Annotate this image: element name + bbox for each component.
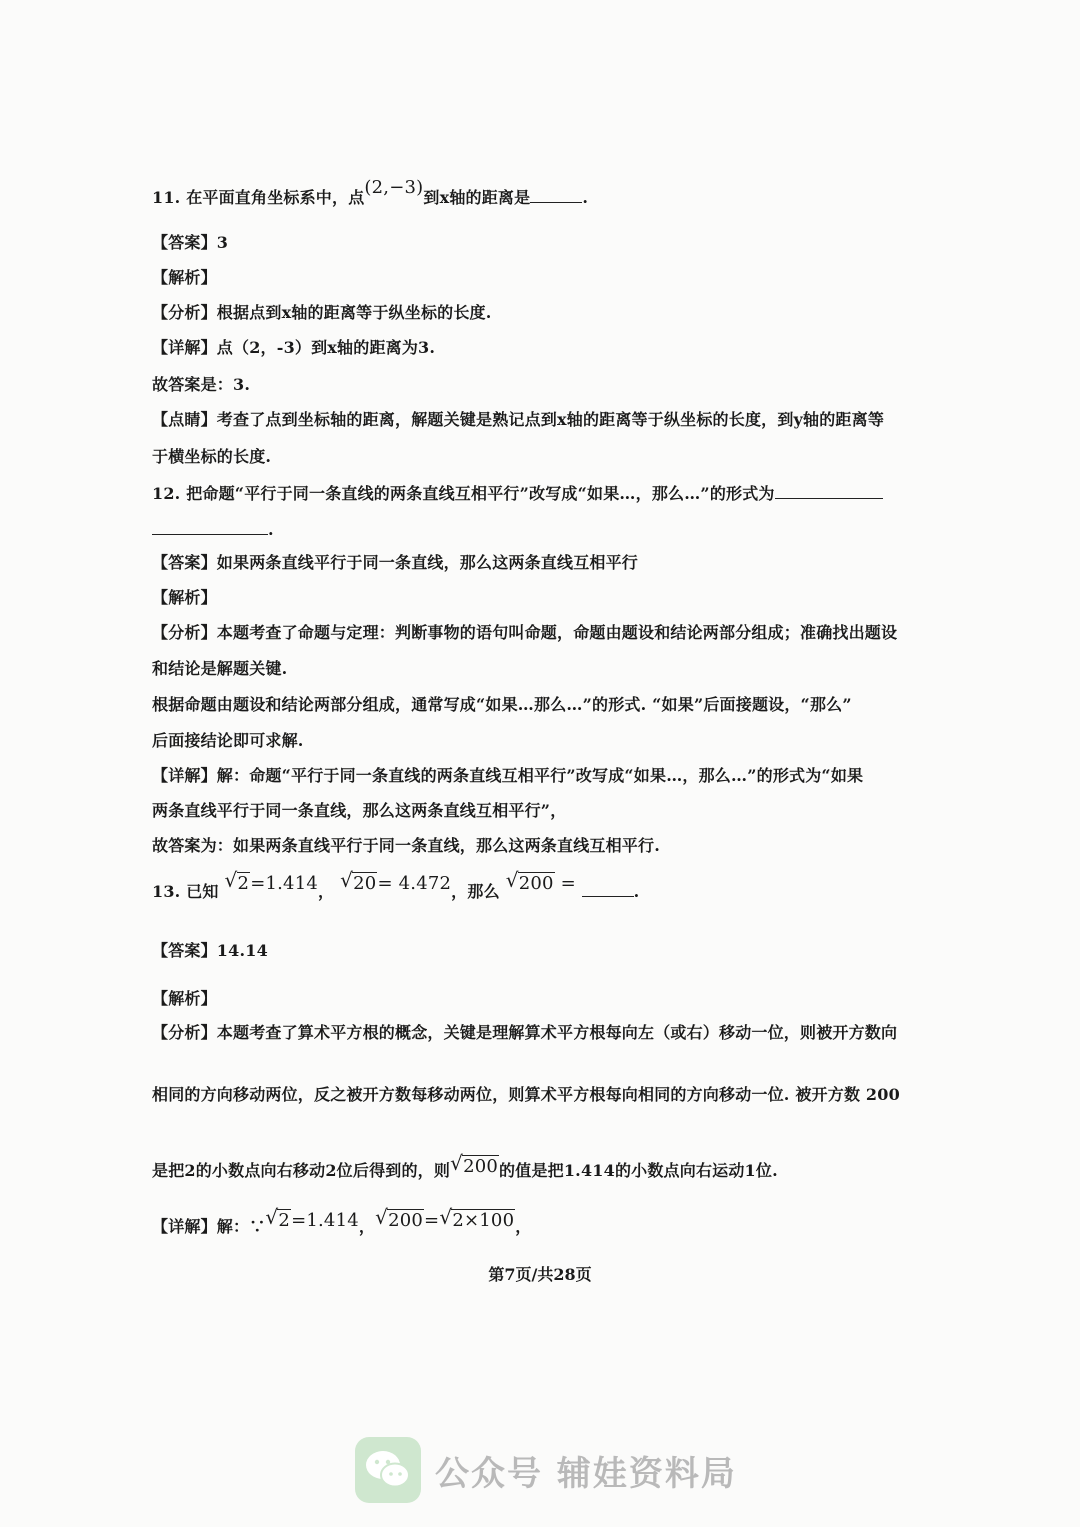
q11-point: (2,−3) bbox=[364, 177, 424, 198]
q12-fenxi-3: 根据命题由题设和结论两部分组成，通常写成“如果…那么…”的形式. “如果”后面接题设，“那么” bbox=[152, 695, 852, 714]
q12-xiangjie-1: 【详解】解：命题“平行于同一条直线的两条直线互相平行”改写成“如果…，那么…”的形式为“如果 bbox=[152, 766, 864, 785]
q12-fenxi-1: 【分析】本题考查了命题与定理：判断事物的语句叫命题，命题由题设和结论两部分组成；准确找出题设 bbox=[152, 623, 898, 642]
q12-guda: 故答案为：如果两条直线平行于同一条直线，那么这两条直线互相平行. bbox=[152, 836, 660, 855]
q11-guda: 故答案是：3. bbox=[152, 375, 251, 394]
q11-fenxi: 【分析】根据点到x轴的距离等于纵坐标的长度. bbox=[152, 303, 492, 322]
q13-fenxi-1: 【分析】本题考查了算术平方根的概念，关键是理解算术平方根每向左（或右）移动一位，则被开方数向 bbox=[152, 1023, 898, 1042]
q12-xiangjie-2: 两条直线平行于同一条直线，那么这两条直线互相平行”， bbox=[152, 801, 567, 820]
q12-fenxi-2: 和结论是解题关键. bbox=[152, 659, 288, 678]
q12-fenxi-4: 后面接结论即可求解. bbox=[152, 731, 304, 750]
watermark-text: 公众号 辅娃资料局 bbox=[435, 1453, 737, 1494]
q13-jiexi: 【解析】 bbox=[152, 989, 217, 1008]
sqrt-200: √ 200 bbox=[505, 868, 554, 894]
watermark bbox=[355, 1437, 737, 1503]
q13-answer: 【答案】14.14 bbox=[152, 941, 268, 960]
q13-xiangjie: 【详解】解：∵ √ 2=1.414， √ 200= √ 2×100， bbox=[152, 1205, 532, 1236]
sqrt-2: √ 2 bbox=[224, 868, 250, 894]
sqrt-200-c: √ 200 bbox=[375, 1205, 424, 1231]
q12-answer: 【答案】如果两条直线平行于同一条直线，那么这两条直线互相平行 bbox=[152, 553, 639, 572]
sqrt-2x100: √ 2×100 bbox=[439, 1205, 515, 1231]
q11-stem: 11. 在平面直角坐标系中，点(2,−3)到x轴的距离是 . bbox=[152, 177, 589, 207]
q11-blank bbox=[530, 186, 582, 203]
q13-blank bbox=[582, 880, 634, 897]
sqrt-2-b: √ 2 bbox=[265, 1205, 291, 1231]
q13-stem: 13. 已知 √ 2=1.414， √ 20= 4.472，那么 √ 200 = . bbox=[152, 868, 640, 901]
q11-dianjing-2: 于横坐标的长度. bbox=[152, 447, 272, 466]
q11-answer: 【答案】3 bbox=[152, 233, 229, 252]
q13-fenxi-2: 相同的方向移动两位，反之被开方数每移动两位，则算术平方根每向相同的方向移动一位. 被开方数 200 bbox=[152, 1085, 900, 1104]
page-footer: 第7页/共28页 bbox=[488, 1265, 592, 1284]
q11-dianjing-1: 【点睛】考查了点到坐标轴的距离，解题关键是熟记点到x轴的距离等于纵坐标的长度，到y轴的距离等 bbox=[152, 410, 885, 429]
q12-stem-2: . bbox=[152, 518, 932, 541]
q13-fenxi-3: 是把2的小数点向右移动2位后得到的，则 √ 200的值是把1.414的小数点向右运动1位. bbox=[152, 1151, 778, 1180]
sqrt-20: √ 20 bbox=[340, 868, 377, 894]
q12-blank-2 bbox=[152, 518, 268, 535]
wechat-icon bbox=[355, 1437, 421, 1503]
q12-stem: 12. 把命题“平行于同一条直线的两条直线互相平行”改写成“如果…，那么…”的形式为 bbox=[152, 482, 932, 505]
sqrt-200-b: √ 200 bbox=[450, 1151, 499, 1177]
q11-xiangjie: 【详解】点（2，-3）到x轴的距离为3. bbox=[152, 338, 436, 357]
q12-blank-1 bbox=[775, 482, 883, 499]
q12-jiexi: 【解析】 bbox=[152, 588, 217, 607]
q11-jiexi: 【解析】 bbox=[152, 268, 217, 287]
